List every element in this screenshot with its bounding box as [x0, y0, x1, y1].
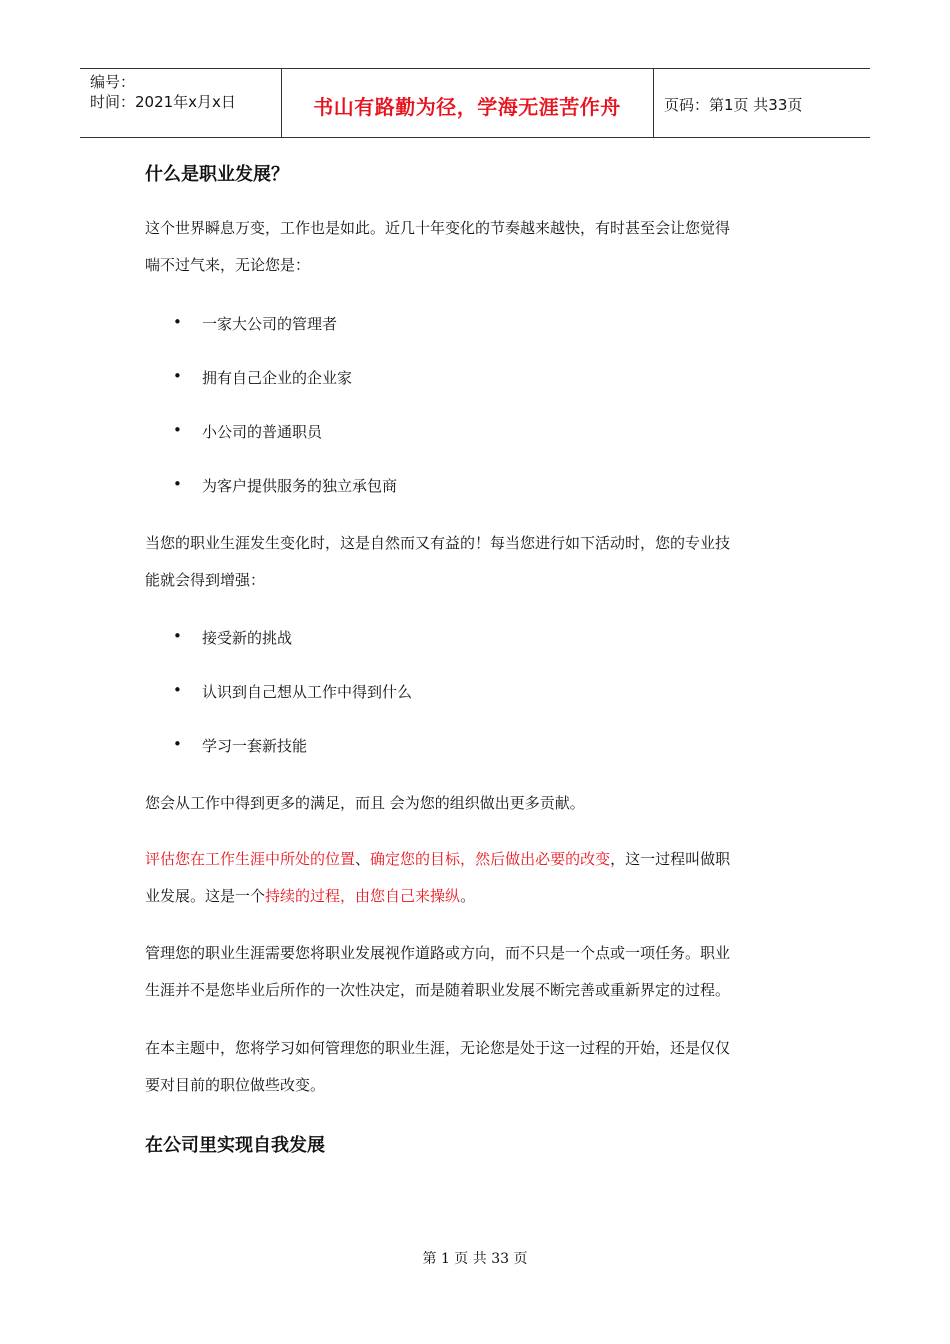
bullet-marker: • [173, 475, 182, 493]
list-item: 小公司的普通职员 [202, 423, 323, 441]
document-number-label: 编号： [90, 73, 136, 91]
body-text: ，这一过程叫做职 [610, 850, 731, 868]
highlight-text: 持续的过程 [265, 887, 341, 905]
paragraph-line: 当您的职业生涯发生变化时，这是自然而又有益的！每当您进行如下活动时，您的专业技 [145, 534, 731, 552]
paragraph-line [145, 878, 805, 915]
bullet-marker: • [173, 627, 182, 645]
list-item: 学习一套新技能 [202, 737, 308, 755]
header-page-cell [654, 69, 870, 137]
header-motto-cell [281, 69, 654, 137]
header-page-code: 页码：第1页 共33页 [664, 96, 803, 114]
paragraph-line: 管理您的职业生涯需要您将职业发展视作道路或方向，而不只是一个点或一项任务。职业 [145, 944, 731, 962]
bullet-marker: • [173, 735, 182, 753]
list-item: 接受新的挑战 [202, 629, 293, 647]
highlight-text: 由您自己来操纵 [355, 887, 461, 905]
body-text: 业发展。这是一个 [145, 887, 266, 905]
paragraph-change [145, 525, 805, 599]
list-item: 拥有自己企业的企业家 [202, 369, 353, 387]
paragraph-line [145, 841, 805, 878]
paragraph-line: 您会从工作中得到更多的满足，而且 会为您的组织做出更多贡献。 [145, 794, 585, 812]
paragraph-line: 要对目前的职位做些改变。 [145, 1076, 326, 1094]
bullet-marker: • [173, 421, 182, 439]
list-item: 一家大公司的管理者 [202, 315, 338, 333]
highlight-text: 确定您的目标 [370, 850, 461, 868]
highlight-text: 评估您在工作生涯中所处的位置 [145, 850, 356, 868]
document-time-label: 时间：2021年x月x日 [90, 93, 236, 111]
bullet-marker: • [173, 367, 182, 385]
paragraph-line: 生涯并不是您毕业后所作的一次性决定，而是随着职业发展不断完善或重新界定的过程。 [145, 981, 731, 999]
paragraph-line: 喘不过气来，无论您是： [145, 256, 311, 274]
highlight-text: 然后做出必要的改变 [475, 850, 611, 868]
page-header [80, 68, 870, 138]
paragraph-intro [145, 210, 805, 284]
separator-text: ， [340, 887, 356, 905]
bullet-marker: • [173, 681, 182, 699]
separator-text: ， [460, 850, 476, 868]
paragraph-line: 这个世界瞬息万变，工作也是如此。近几十年变化的节奏越来越快，有时甚至会让您觉得 [145, 219, 731, 237]
list-item: 为客户提供服务的独立承包商 [202, 477, 398, 495]
paragraph-line: 能就会得到增强： [145, 571, 266, 589]
bullet-marker: • [173, 313, 182, 331]
list-item: 认识到自己想从工作中得到什么 [202, 683, 413, 701]
paragraph-topic [145, 1030, 805, 1104]
paragraph-managing-career [145, 935, 805, 1009]
header-motto: 书山有路勤为径，学海无涯苦作舟 [313, 95, 621, 119]
body-text: 。 [460, 887, 476, 905]
paragraph-line: 在本主题中，您将学习如何管理您的职业生涯，无论您是处于这一过程的开始，还是仅仅 [145, 1039, 731, 1057]
page-footer: 第 1 页 共 33 页 [422, 1251, 528, 1267]
paragraph-definition [145, 841, 805, 915]
paragraph-satisfaction [145, 785, 805, 822]
section-heading-self-development: 在公司里实现自我发展 [145, 1135, 325, 1156]
header-meta-cell [80, 69, 282, 137]
section-heading-career-development: 什么是职业发展？ [145, 164, 289, 185]
separator-text: 、 [355, 850, 371, 868]
